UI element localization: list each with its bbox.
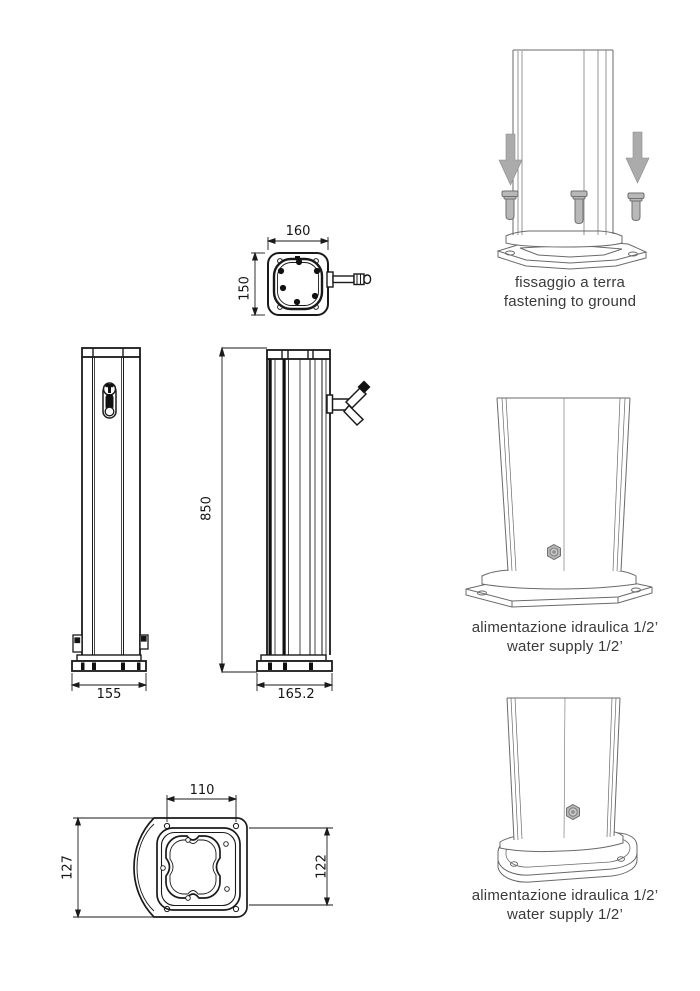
- dim-base-right-label: 122: [314, 854, 330, 879]
- side-tabs: [73, 635, 148, 652]
- fastening-caption: [460, 273, 680, 311]
- dim-hole-spacing-label: 110: [189, 783, 215, 798]
- water-supply-caption-lower: [440, 886, 690, 924]
- dim-height-label: 850: [199, 496, 215, 521]
- caption-line-english: water supply 1/2’: [507, 906, 623, 923]
- hex-fitting-icon: [567, 805, 580, 820]
- dim-front-base-label: 155: [96, 687, 122, 702]
- column-foot-collar: [506, 231, 622, 247]
- column-foot-collar: [482, 570, 636, 589]
- height-dimension-line: [220, 348, 267, 672]
- screw-icon: [628, 193, 644, 221]
- side-view-column: [267, 350, 330, 655]
- front-view-base: [72, 655, 146, 671]
- screw-hole-dots: [278, 256, 320, 305]
- caption-line-italian: alimentazione idraulica 1/2’: [471, 619, 659, 636]
- front-view-drawing: [55, 338, 190, 708]
- tap-handle-top-icon: [327, 272, 371, 287]
- side-view-base: [257, 655, 332, 671]
- fastening-3d-view: [458, 38, 678, 278]
- caption-line-english: water supply 1/2’: [507, 638, 623, 655]
- dim-top-width-label: 160: [285, 224, 311, 239]
- caption-line-italian: fissaggio a terra: [514, 274, 626, 291]
- water-supply-caption-upper: [445, 618, 685, 656]
- caption-line-italian: alimentazione idraulica 1/2’: [471, 887, 659, 904]
- tap-front-icon: [103, 383, 116, 418]
- hex-fitting-icon: [548, 545, 561, 560]
- dim-base-left-label: 127: [60, 855, 76, 880]
- dim-side-base-label: 165.2: [277, 687, 315, 702]
- caption-line-english: fastening to ground: [503, 293, 637, 310]
- dim-top-depth-label: 150: [237, 276, 253, 301]
- water-supply-3d-view-upper: [452, 390, 667, 618]
- down-arrow-icon: [626, 132, 649, 183]
- tap-side-icon: [327, 381, 371, 426]
